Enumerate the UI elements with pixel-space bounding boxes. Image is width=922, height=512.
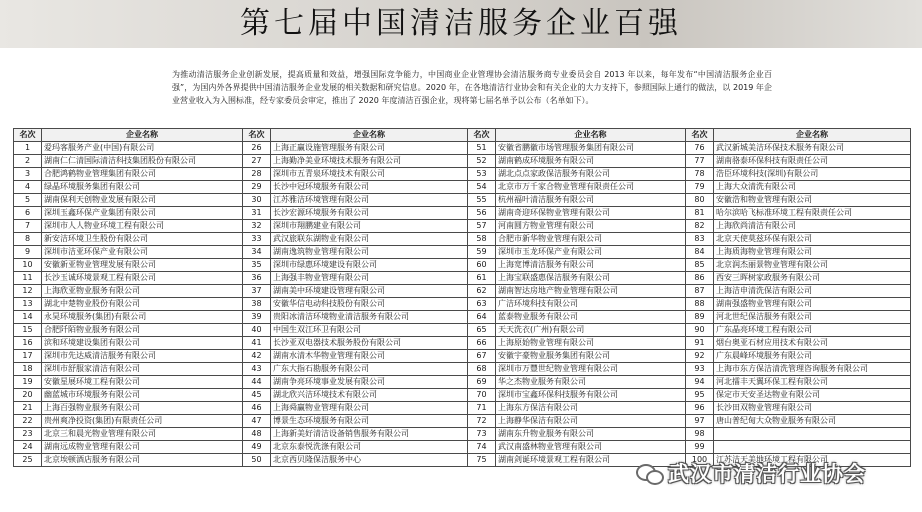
rank-cell: 71: [468, 402, 496, 415]
company-name-cell: 合肥市新华物业管理有限公司: [496, 233, 686, 246]
rank-cell: 37: [243, 285, 271, 298]
rank-cell: 18: [14, 363, 42, 376]
company-name-cell: 上海欣亚物业服务有限公司: [42, 285, 243, 298]
rank-cell: 77: [686, 155, 714, 168]
table-row: [14, 259, 911, 272]
rank-cell: 6: [14, 207, 42, 220]
rank-cell: 73: [468, 428, 496, 441]
table-row: [14, 428, 911, 441]
company-name-cell: 湖南保利天创物业发展有限公司: [42, 194, 243, 207]
rank-cell: 98: [686, 428, 714, 441]
company-name-cell: 深圳市万豐世纪物业管理有限公司: [496, 363, 686, 376]
company-name-cell: 烟台奥亚石材应用技术有限公司: [714, 337, 911, 350]
company-name-cell: 安徽浩和物业管理有限公司: [714, 194, 911, 207]
rank-cell: 83: [686, 233, 714, 246]
company-name-cell: 深圳市人人物业环境工程有限公司: [42, 220, 243, 233]
rank-cell: 90: [686, 324, 714, 337]
company-name-cell: 上海洁申清洗保洁有限公司: [714, 285, 911, 298]
company-name-cell: 深圳市舒服家清洁有限公司: [42, 363, 243, 376]
company-name-cell: 深圳市绿惠环境建设有限公司: [271, 259, 468, 272]
rank-cell: 31: [243, 207, 271, 220]
company-name-cell: 永昊环境服务(集团)有限公司: [42, 311, 243, 324]
company-name-cell: 中国生双江环卫有限公司: [271, 324, 468, 337]
rank-header: 名次: [686, 129, 714, 142]
company-name-cell: 河北世纪保洁服务有限公司: [714, 311, 911, 324]
table-row: [14, 194, 911, 207]
company-name-cell: 长沙宏源环境服务有限公司: [271, 207, 468, 220]
company-name-cell: 绿晶环境服务集团有限公司: [42, 181, 243, 194]
rank-cell: 47: [243, 415, 271, 428]
company-name-cell: 浩臣环境科技(深圳)有限公司: [714, 168, 911, 181]
rank-cell: 16: [14, 337, 42, 350]
company-name-cell: 保定市天安圣达物业有限公司: [714, 389, 911, 402]
rank-cell: 62: [468, 285, 496, 298]
table-header-row: [14, 129, 911, 142]
company-name-cell: 上海东方保洁有限公司: [496, 402, 686, 415]
company-name-cell: 上海强丰物业管理有限公司: [271, 272, 468, 285]
rank-cell: 63: [468, 298, 496, 311]
rank-cell: 13: [14, 298, 42, 311]
rank-cell: 100: [686, 454, 714, 467]
company-name-cell: 合肥阡陌物业服务有限公司: [42, 324, 243, 337]
name-header: 企业名称: [42, 129, 243, 142]
rank-cell: 49: [243, 441, 271, 454]
rank-cell: 86: [686, 272, 714, 285]
company-name-cell: 唐山普纪甸大众物业服务有限公司: [714, 415, 911, 428]
table-row: [14, 272, 911, 285]
company-name-cell: 湖南骆泰环保科技有限责任公司: [714, 155, 911, 168]
rank-cell: 17: [14, 350, 42, 363]
company-name-cell: 杭州福叶清洁服务有限公司: [496, 194, 686, 207]
company-name-cell: 广东晶亮环境工程有限公司: [714, 324, 911, 337]
company-name-cell: 河南圆方物业管理有限公司: [496, 220, 686, 233]
rank-cell: 97: [686, 415, 714, 428]
table-row: [14, 155, 911, 168]
company-name-cell: 河北擂丰天翼环保工程有限公司: [714, 376, 911, 389]
rank-cell: 15: [14, 324, 42, 337]
rank-cell: 46: [243, 402, 271, 415]
rank-cell: 80: [686, 194, 714, 207]
company-name-cell: [714, 441, 911, 454]
rank-cell: 14: [14, 311, 42, 324]
wechat-icon: [636, 462, 662, 484]
company-name-cell: 湖南仁仁清国际清洁科技集团股份有限公司: [42, 155, 243, 168]
rank-cell: 87: [686, 285, 714, 298]
company-name-cell: [714, 428, 911, 441]
rank-cell: 11: [14, 272, 42, 285]
rank-cell: 70: [468, 389, 496, 402]
company-name-cell: 贵阳冰清洁环境物业清洁服务有限公司: [271, 311, 468, 324]
company-name-cell: 华之杰物业服务有限公司: [496, 376, 686, 389]
watermark: [636, 459, 866, 487]
company-name-cell: 上海静华保洁有限公司: [496, 415, 686, 428]
company-name-cell: 深圳玉鑫环保产业集团有限公司: [42, 207, 243, 220]
company-name-cell: 北京东泰悦洗涤有限公司: [271, 441, 468, 454]
watermark-text: 武汉市清洁行业协会: [668, 462, 866, 486]
rank-cell: 96: [686, 402, 714, 415]
company-name-cell: 安徽宇豪物业服务集团有限公司: [496, 350, 686, 363]
company-name-cell: 上海宝联盛惠保洁服务有限公司: [496, 272, 686, 285]
company-name-cell: 蓝泰物业服务有限公司: [496, 311, 686, 324]
rank-cell: 82: [686, 220, 714, 233]
rank-cell: 81: [686, 207, 714, 220]
company-name-cell: 北京润杰丽景物业管理有限公司: [714, 259, 911, 272]
company-name-cell: 上海百强物业服务有限公司: [42, 402, 243, 415]
rank-cell: 48: [243, 428, 271, 441]
rank-cell: 12: [14, 285, 42, 298]
company-name-cell: 滨和环境建设集团有限公司: [42, 337, 243, 350]
rank-cell: 8: [14, 233, 42, 246]
rank-cell: 41: [243, 337, 271, 350]
company-name-cell: 安徽星展环境工程有限公司: [42, 376, 243, 389]
company-name-cell: 新安洁环境卫生股份有限公司: [42, 233, 243, 246]
rank-cell: 64: [468, 311, 496, 324]
company-name-cell: 湖南争亮环境事业发展有限公司: [271, 376, 468, 389]
rank-cell: 93: [686, 363, 714, 376]
company-name-cell: 深圳市五青泉环境技术有限公司: [271, 168, 468, 181]
company-name-cell: 武汉南盛林物业管理有限公司: [496, 441, 686, 454]
rank-cell: 55: [468, 194, 496, 207]
table-row: [14, 389, 911, 402]
company-name-cell: 湖南水清木华物业管理有限公司: [271, 350, 468, 363]
rank-cell: 9: [14, 246, 42, 259]
company-name-cell: 长沙玉诚环境景观工程有限公司: [42, 272, 243, 285]
table-row: [14, 207, 911, 220]
rank-cell: 40: [243, 324, 271, 337]
rank-cell: 45: [243, 389, 271, 402]
company-name-cell: 湖南远成物业管理有限公司: [42, 441, 243, 454]
rank-cell: 52: [468, 155, 496, 168]
company-name-cell: 武汉旅联东湖物业有限公司: [271, 233, 468, 246]
company-name-cell: 西安三晖树家政服务有限公司: [714, 272, 911, 285]
company-name-cell: 幽蓝城市环境服务有限公司: [42, 389, 243, 402]
table-row: [14, 350, 911, 363]
rank-cell: 79: [686, 181, 714, 194]
company-name-cell: 湖南智达房地产物业管理有限公司: [496, 285, 686, 298]
rank-cell: 50: [243, 454, 271, 467]
table-row: [14, 142, 911, 155]
rank-cell: 58: [468, 233, 496, 246]
rank-cell: 72: [468, 415, 496, 428]
rank-header: 名次: [468, 129, 496, 142]
company-name-cell: 湖北欣兴洁环境技术有限公司: [271, 389, 468, 402]
intro-paragraph: 为推动清洁服务企业创新发展，提高质量和效益，增强国际竞争能力，中国商业企业管理协会清洁服务商专业委员会自 2013 年以来，每年发布“中国清洁服务企业百强”，为国内外各界提供中国清洁服务企业发展的相关数据和研究信息。2020 年，在各地清洁行业协会和有关企业的大力支持下，参照国际上通行的做法，以 2019 年企业营业收入为入围标准，经专家委员会审定，推出了 2020 年度清洁百强企业，现将第七届名单予以公布（名单如下）。: [172, 70, 772, 105]
rank-cell: 57: [468, 220, 496, 233]
rank-cell: 56: [468, 207, 496, 220]
company-name-cell: 长沙亚双电器技术服务股份有限公司: [271, 337, 468, 350]
table-row: [14, 233, 911, 246]
rank-cell: 26: [243, 142, 271, 155]
rank-cell: 33: [243, 233, 271, 246]
company-name-cell: 湖南逸筑物业管理有限公司: [271, 246, 468, 259]
rank-cell: 25: [14, 454, 42, 467]
table-row: [14, 220, 911, 233]
table-row: [14, 402, 911, 415]
rank-cell: 44: [243, 376, 271, 389]
rank-cell: 88: [686, 298, 714, 311]
company-name-cell: 北京三和晨光物业管理有限公司: [42, 428, 243, 441]
rank-cell: 30: [243, 194, 271, 207]
rank-cell: 24: [14, 441, 42, 454]
rank-cell: 22: [14, 415, 42, 428]
company-name-cell: 广东晨峰环境服务有限公司: [714, 350, 911, 363]
table-row: [14, 415, 911, 428]
company-name-cell: 上海勤净美业环境技术服务有限公司: [271, 155, 468, 168]
rank-cell: 21: [14, 402, 42, 415]
company-name-cell: 江苏雅洁环境管理有限公司: [271, 194, 468, 207]
company-name-cell: 深圳市先达威清洁服务有限公司: [42, 350, 243, 363]
rank-cell: 39: [243, 311, 271, 324]
rank-cell: 69: [468, 376, 496, 389]
company-name-cell: 湖南剑诞环境景观工程有限公司: [496, 454, 686, 467]
table-row: [14, 376, 911, 389]
company-name-cell: 北京市万千家合物业管理有限责任公司: [496, 181, 686, 194]
table-row: [14, 311, 911, 324]
company-name-cell: 广东大指石勘服务有限公司: [271, 363, 468, 376]
rank-cell: 54: [468, 181, 496, 194]
company-name-cell: 湖南鹤成环境服务有限公司: [496, 155, 686, 168]
rank-cell: 67: [468, 350, 496, 363]
company-name-cell: 合肥鸿鹤物业管理集团有限公司: [42, 168, 243, 181]
table-row: [14, 441, 911, 454]
company-name-cell: 湖北点点家政保洁服务有限公司: [496, 168, 686, 181]
company-name-cell: 上海质海物业管理有限公司: [714, 246, 911, 259]
company-name-cell: 湖南美中环境建设管理有限公司: [271, 285, 468, 298]
rank-cell: 3: [14, 168, 42, 181]
rank-header: 名次: [243, 129, 271, 142]
rank-cell: 23: [14, 428, 42, 441]
rank-cell: 42: [243, 350, 271, 363]
company-name-cell: 安徽华信电动科技股份有限公司: [271, 298, 468, 311]
rank-cell: 74: [468, 441, 496, 454]
company-name-cell: 湖南东升物业服务有限公司: [496, 428, 686, 441]
rank-cell: 61: [468, 272, 496, 285]
rank-cell: 75: [468, 454, 496, 467]
company-name-cell: 深圳市洁亚环保产业有限公司: [42, 246, 243, 259]
ranking-body: [14, 142, 911, 467]
rank-cell: 95: [686, 389, 714, 402]
company-name-cell: 上海原始物业管理有限公司: [496, 337, 686, 350]
company-name-cell: 上海欣尚清洁有限公司: [714, 220, 911, 233]
company-name-cell: 长沙中冠环境服务有限公司: [271, 181, 468, 194]
ranking-table: [13, 128, 911, 467]
name-header: 企业名称: [496, 129, 686, 142]
rank-cell: 35: [243, 259, 271, 272]
rank-cell: 92: [686, 350, 714, 363]
rank-cell: 34: [243, 246, 271, 259]
rank-header: 名次: [14, 129, 42, 142]
rank-cell: 91: [686, 337, 714, 350]
company-name-cell: 天天洗衣(广州)有限公司: [496, 324, 686, 337]
rank-cell: 76: [686, 142, 714, 155]
name-header: 企业名称: [714, 129, 911, 142]
rank-cell: 89: [686, 311, 714, 324]
table-row: [14, 168, 911, 181]
rank-cell: 10: [14, 259, 42, 272]
table-row: [14, 246, 911, 259]
rank-cell: 85: [686, 259, 714, 272]
company-name-cell: 上海宽博清洁服务有限公司: [496, 259, 686, 272]
company-name-cell: 北京西贝隆保洁服务中心: [271, 454, 468, 467]
rank-cell: 99: [686, 441, 714, 454]
title-banner: [0, 0, 922, 48]
rank-cell: 7: [14, 220, 42, 233]
company-name-cell: 安徽新亚物业管理发展有限公司: [42, 259, 243, 272]
rank-cell: 28: [243, 168, 271, 181]
rank-cell: 38: [243, 298, 271, 311]
company-name-cell: 上海市东方保洁清洗管理咨询服务有限公司: [714, 363, 911, 376]
company-name-cell: 上海正赢设施管理服务有限公司: [271, 142, 468, 155]
company-name-cell: 安徽省鹏徽市场管理服务集团有限公司: [496, 142, 686, 155]
company-name-cell: 贵州爽净投资(集团)有限责任公司: [42, 415, 243, 428]
rank-cell: 29: [243, 181, 271, 194]
company-name-cell: 湖南奇迎环保物业管理有限公司: [496, 207, 686, 220]
company-name-cell: 博景生态环境服务有限公司: [271, 415, 468, 428]
company-name-cell: 湖北中楚物业股份有限公司: [42, 298, 243, 311]
table-row: [14, 337, 911, 350]
rank-cell: 1: [14, 142, 42, 155]
rank-cell: 32: [243, 220, 271, 233]
rank-cell: 2: [14, 155, 42, 168]
company-name-cell: 广洁环境科技有限公司: [496, 298, 686, 311]
rank-cell: 5: [14, 194, 42, 207]
table-row: [14, 285, 911, 298]
rank-cell: 43: [243, 363, 271, 376]
company-name-cell: 深圳市翔鹏建业有限公司: [271, 220, 468, 233]
company-name-cell: 上海新美好清洁设备销售服务有限公司: [271, 428, 468, 441]
rank-cell: 51: [468, 142, 496, 155]
table-row: [14, 324, 911, 337]
company-name-cell: 江苏洁天美地环境工程有限公司: [714, 454, 911, 467]
table-row: [14, 363, 911, 376]
rank-cell: 59: [468, 246, 496, 259]
rank-cell: 36: [243, 272, 271, 285]
rank-cell: 27: [243, 155, 271, 168]
page-title: 第七届中国清洁服务企业百强: [240, 6, 682, 41]
rank-cell: 4: [14, 181, 42, 194]
rank-cell: 66: [468, 337, 496, 350]
company-name-cell: 上海大众清洗有限公司: [714, 181, 911, 194]
rank-cell: 65: [468, 324, 496, 337]
table-row: [14, 181, 911, 194]
name-header: 企业名称: [271, 129, 468, 142]
company-name-cell: 武汉新城美洁环保技术服务有限公司: [714, 142, 911, 155]
company-name-cell: 长沙田双物业管理有限公司: [714, 402, 911, 415]
rank-cell: 19: [14, 376, 42, 389]
company-name-cell: 爱玛客服务产业(中国)有限公司: [42, 142, 243, 155]
company-name-cell: 深圳市玉龙环保产业有限公司: [496, 246, 686, 259]
rank-cell: 78: [686, 168, 714, 181]
company-name-cell: 哈尔滨哈飞标准环境工程有限责任公司: [714, 207, 911, 220]
company-name-cell: 北京天使莫兹环保有限公司: [714, 233, 911, 246]
company-name-cell: 深圳市宝鑫环保科技服务有限公司: [496, 389, 686, 402]
table-row: [14, 298, 911, 311]
rank-cell: 84: [686, 246, 714, 259]
company-name-cell: 湖南强盛物业管理有限公司: [714, 298, 911, 311]
rank-cell: 20: [14, 389, 42, 402]
rank-cell: 60: [468, 259, 496, 272]
rank-cell: 68: [468, 363, 496, 376]
company-name-cell: 上海舜赢物业管理有限公司: [271, 402, 468, 415]
company-name-cell: 北京埃顿酒店服务有限公司: [42, 454, 243, 467]
rank-cell: 53: [468, 168, 496, 181]
rank-cell: 94: [686, 376, 714, 389]
